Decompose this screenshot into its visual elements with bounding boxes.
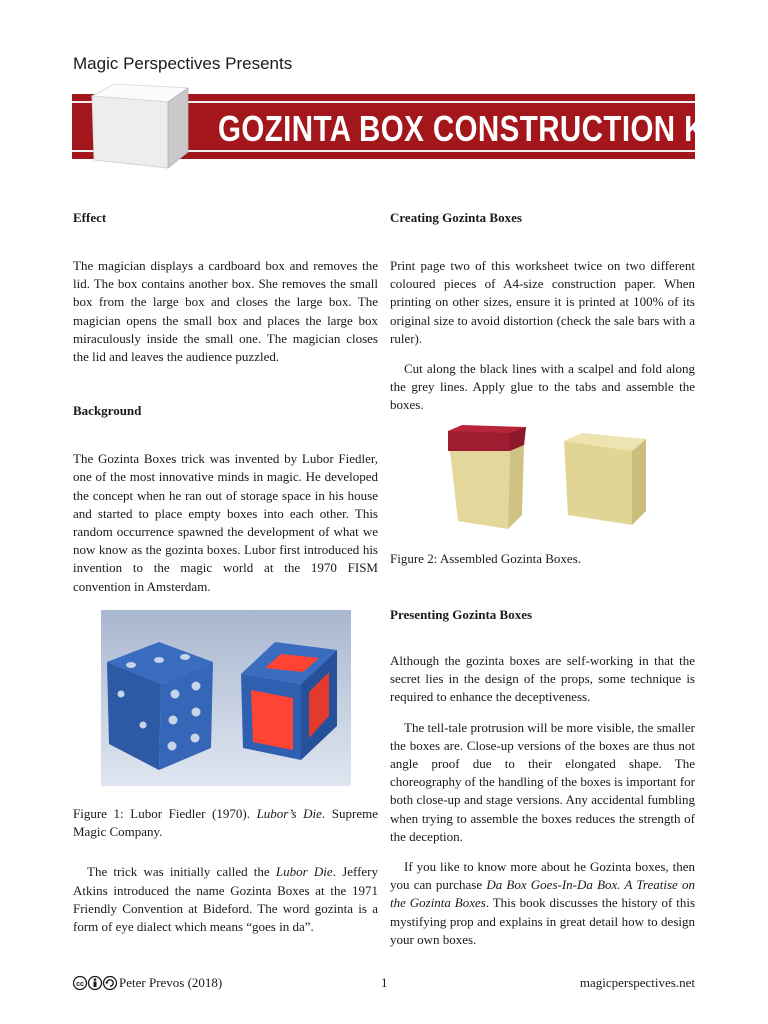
right-column [390,207,695,949]
footer-author: Peter Prevos (2018) [119,975,223,990]
creating-paragraph-2: Cut along the black lines with a scalpel and fold along the grey lines. Apply glue to the tabs and assemble the boxes. [390,361,695,413]
effect-heading: Effect [73,210,107,225]
svg-text:cc: cc [76,981,84,988]
trick-name-text: The trick was initially called the Lubor Die. Jeffery Atkins introduced the name Gozinta Boxes at the 1971 Friendly Convention at Bideford. The word gozinta is a form of eye dialect which means “goes in da”. [73,864,379,935]
background-text: The Gozinta Boxes trick was invented by Lubor Fiedler, one of the most innovative minds in magic. He developed the concept when he ran out of storage space in his house and started to place empty boxes into each other. This random occurrence spawned the development of what we now know as the gozinta boxes. Lubor first introduced his invention to the magic world at the 1970 FISM convention in Amsterdam. [73,451,378,594]
figure-1-dice-photo [101,610,351,786]
presenting-heading: Presenting Gozinta Boxes [390,607,533,623]
presenting-paragraph-2: The tell-tale protrusion will be more visible, the smaller the boxes are. Close-up versions of the boxes are thus not angle proof due to their elongated shape. The choreography of the handling of the boxes is important for both close-up and stage versions. Any accidental fumbling when trying to assemble the boxes reduces the strength of the deception. [390,719,695,844]
presenting-paragraph-1: Although the gozinta boxes are self-working in that the secret lies in the design of the props, some technique is required to enhance the deceptiveness. [390,653,695,705]
background-heading: Background [73,403,142,419]
publisher-line: Magic Perspectives Presents [73,54,293,73]
cc-by-sa-icon [73,975,117,991]
figure-2-caption: Figure 2: Assembled Gozinta Boxes. [390,550,582,566]
effect-text: The magician displays a cardboard box and removes the lid. The box contains another box. She removes the small box from the large box and closes the large box. The magician opens the small box and places the large box miraculously inside the small one. The magician closes the lid and leaves the audience puzzled. [73,258,378,365]
white-cube-illustration [88,82,190,170]
presenting-paragraph-3: If you like to know more about he Gozinta boxes, then you can purchase Da Box Goes-In-Da Box. A Treatise on the Gozinta Boxes. This book discusses the history of this mystifying prop and explains in great detail how to design your own boxes. [390,859,696,947]
banner-title: GOZINTA BOX CONSTRUCTION KIT [218,108,733,149]
figure-2-boxes-photo [418,425,668,535]
left-column [73,207,378,936]
creating-paragraph-1: Print page two of this worksheet twice on two different coloured pieces of A4-size construction paper. When printing on other sizes, ensure it is printed at 100% of its original size to avoid distortion (check the sale bars with a ruler). [390,258,695,346]
footer-website: magicperspectives.net [579,975,695,990]
figure-1-caption: Figure 1: Lubor Fiedler (1970). Lubor’s Die. Supreme Magic Company. [73,806,378,840]
creating-heading: Creating Gozinta Boxes [390,210,522,225]
page-number: 1 [381,975,388,990]
